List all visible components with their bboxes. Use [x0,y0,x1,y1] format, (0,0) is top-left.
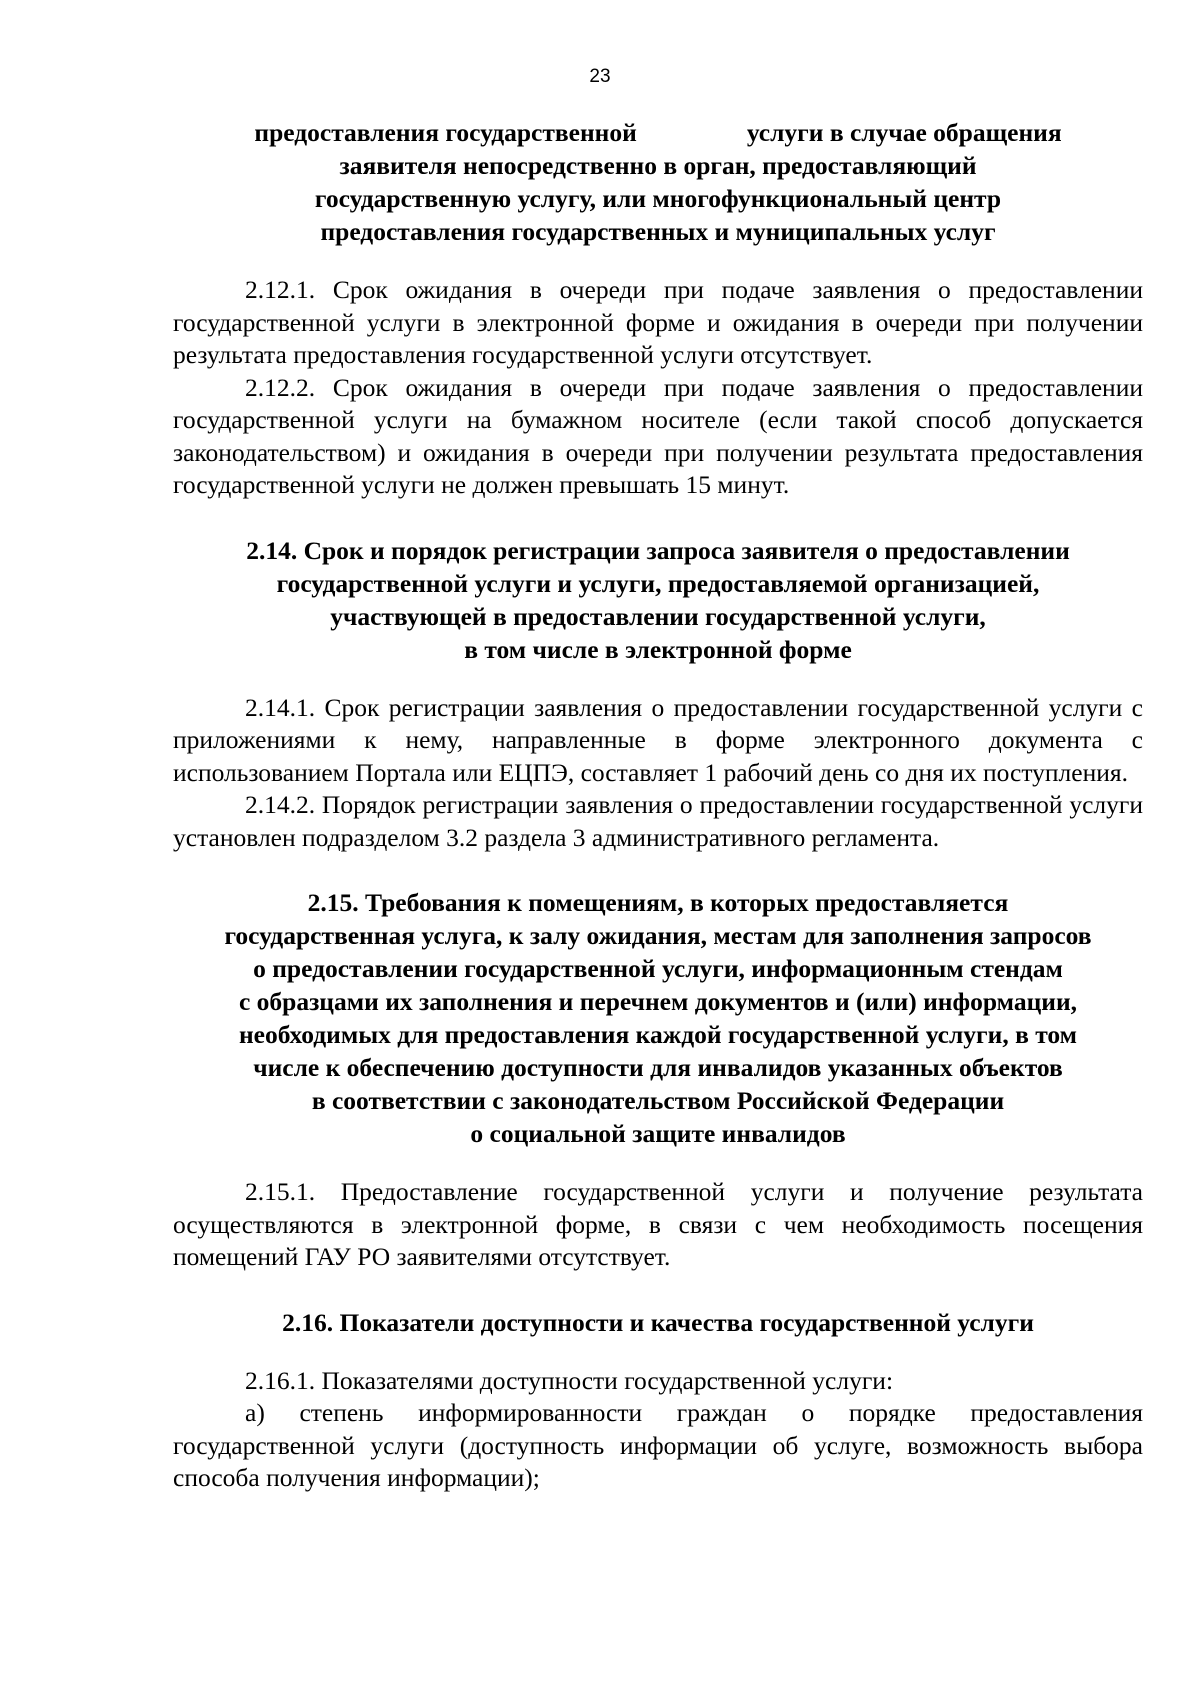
heading-line: о предоставлении государственной услуги, информационным стендам [253,954,1063,983]
heading-line: участвующей в предоставлении государственной услуги, [330,601,986,631]
section-heading-2-16 [173,1306,1143,1339]
section-heading-2-13 [173,116,1143,248]
heading-line: 2.16. Показатели доступности и качества государственной услуги [282,1307,1034,1337]
paragraph-2-12-1: 2.12.1. Срок ожидания в очереди при подаче заявления о предоставлении государственной услуги в электронной форме и ожидания в очереди при получении результата предоставления государственной услуги отсутствует. [173,275,1143,369]
section-heading-2-14 [173,534,1143,666]
heading-line: о социальной защите инвалидов [470,1119,846,1148]
heading-line: 2.15. Требования к помещениям, в которых предоставляется [307,888,1009,917]
heading-line: заявителя непосредственно в орган, предоставляющий [339,151,977,180]
heading-line: необходимых для предоставления каждой государственной услуги, в том [238,1020,1078,1049]
heading-line: предоставления государственных и муниципальных услуг [320,217,996,246]
heading-line: государственной услуги и услуги, предоставляемой организацией, [276,568,1040,598]
heading-line: 2.14. Срок и порядок регистрации запроса заявителя о предоставлении [246,535,1070,565]
section-heading-2-15 [173,886,1143,1150]
heading-line: государственную услугу, или многофункциональный центр [314,184,1002,213]
paragraph-2-16-1: 2.16.1. Показателями доступности государственной услуги: [245,1365,894,1395]
heading-line: с образцами их заполнения и перечнем документов и (или) информации, [238,987,1078,1016]
page-number: 23 [589,66,611,87]
paragraph-2-16-1-a: а) степень информированности граждан о порядке предоставления государственной услуги (доступность информации об услуге, возможность выбора способа получения информации); [173,1398,1143,1492]
heading-line-part: услуги в случае обращения [746,118,1062,147]
heading-line-part: предоставления государственной [254,118,637,147]
paragraph-2-14-2: 2.14.2. Порядок регистрации заявления о предоставлении государственной услуги установлен подразделом 3.2 раздела 3 административного регламента. [173,790,1143,852]
heading-line: в том числе в электронной форме [464,634,852,664]
paragraph-2-14-1: 2.14.1. Срок регистрации заявления о предоставлении государственной услуги с приложениями к нему, направленные в форме электронного документа с использованием Портала или ЕЦПЭ, составляет 1 рабочий день со дня их поступления. [173,692,1143,787]
heading-line: числе к обеспечению доступности для инвалидов указанных объектов [253,1053,1063,1082]
paragraph-2-15-1: 2.15.1. Предоставление государственной услуги и получение результата осуществляются в электронной форме, в связи с чем необходимость посещения помещений ГАУ РО заявителями отсутствует. [173,1177,1143,1271]
heading-line: в соответствии с законодательством Российской Федерации [311,1086,1005,1115]
heading-line: государственная услуга, к залу ожидания, местам для заполнения запросов [224,921,1092,950]
page-content [173,116,1143,1495]
heading-line [173,116,1143,149]
paragraph-2-12-2: 2.12.2. Срок ожидания в очереди при подаче заявления о предоставлении государственной услуги на бумажном носителе (если такой способ допускается законодательством) и ожидания в очереди при получении результата предоставления государственной услуги не должен превышать 15 минут. [173,372,1143,499]
